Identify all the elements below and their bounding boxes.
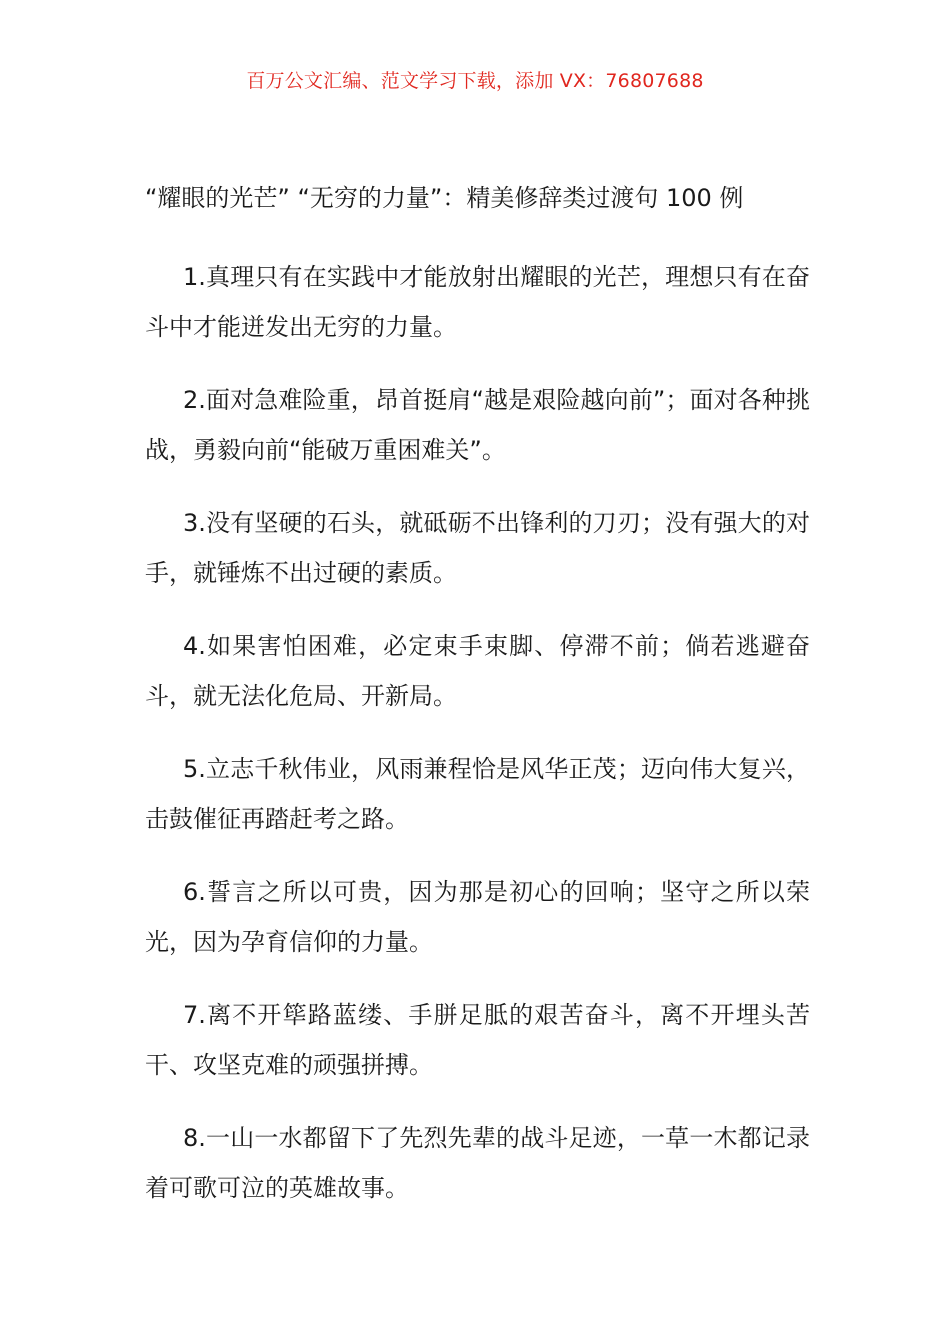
list-item: 2.面对急难险重，昂首挺肩“越是艰险越向前”；面对各种挑战，勇毅向前“能破万重困难关”。 [145,386,810,464]
list-item: 1.真理只有在实践中才能放射出耀眼的光芒，理想只有在奋斗中才能迸发出无穷的力量。 [145,263,810,341]
document-title: “耀眼的光芒” “无穷的力量”：精美修辞类过渡句 100 例 [145,184,744,212]
list-item: 8.一山一水都留下了先烈先辈的战斗足迹，一草一木都记录着可歌可泣的英雄故事。 [145,1124,810,1202]
list-item: 6.誓言之所以可贵，因为那是初心的回响；坚守之所以荣光，因为孕育信仰的力量。 [145,878,810,956]
list-item: 4.如果害怕困难，必定束手束脚、停滞不前；倘若逃避奋斗，就无法化危局、开新局。 [145,632,810,710]
list-item: 5.立志千秋伟业，风雨兼程恰是风华正茂；迈向伟大复兴，击鼓催征再踏赶考之路。 [145,755,810,833]
header-watermark-note: 百万公文汇编、范文学习下载，添加 VX：76807688 [246,70,704,92]
list-item: 3.没有坚硬的石头，就砥砺不出锋利的刀刃；没有强大的对手，就锤炼不出过硬的素质。 [145,509,810,587]
sentence-list [145,252,810,1236]
list-item: 7.离不开筚路蓝缕、手胼足胝的艰苦奋斗，离不开埋头苦干、攻坚克难的顽强拼搏。 [145,1001,810,1079]
